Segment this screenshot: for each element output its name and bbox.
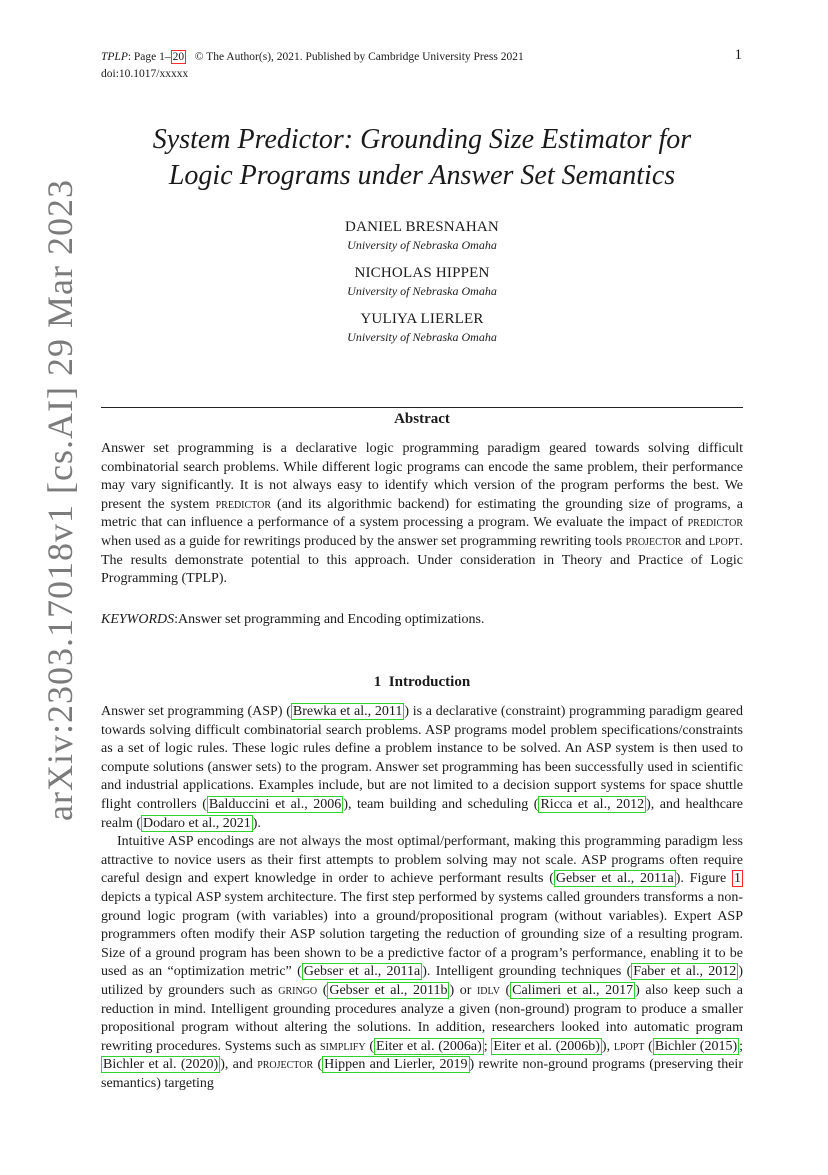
- citation-link[interactable]: Calimeri et al., 2017: [512, 982, 634, 998]
- section-heading: [101, 672, 743, 692]
- author: [101, 264, 743, 299]
- abstract-part: when used as a guide for rewritings produced by the answer set programming rewriting tools: [101, 533, 626, 549]
- text-run: ) also keep such a reduction in mind. Intelligent grounding procedures analyze a given (non-ground) program to produce a smaller propositional program without altering the solutions. In addition, researchers looked into automatic program rewriting procedures. Systems such as: [101, 982, 743, 1054]
- text-run: ), and: [220, 1057, 258, 1073]
- title-line-1: System Predictor: Grounding Size Estimator for: [152, 124, 692, 155]
- header-line: [101, 49, 524, 66]
- running-header: [101, 49, 524, 83]
- figure-reference-link[interactable]: 1: [734, 871, 741, 887]
- last-page-link[interactable]: 20: [172, 51, 185, 63]
- arxiv-side-identifier: [30, 179, 90, 821]
- paragraph: [101, 833, 743, 1093]
- citation-link[interactable]: Balduccini et al., 2006: [208, 796, 342, 812]
- section-number: 1: [373, 674, 382, 690]
- author-name: DANIEL BRESNAHAN: [345, 219, 499, 235]
- doi: doi:10.1017/xxxxx: [101, 68, 189, 80]
- arxiv-id-text: arXiv:2303.17018v1 [cs.AI] 29 Mar 2023: [40, 179, 80, 821]
- text-run: ),: [601, 1038, 614, 1054]
- citation-link[interactable]: Faber et al., 2012: [633, 964, 737, 980]
- system-name: projector: [257, 1057, 314, 1073]
- citation-link[interactable]: Gebser et al., 2011a: [303, 964, 421, 980]
- citation-link[interactable]: Gebser et al., 2011b: [329, 982, 448, 998]
- abstract-part: (and its algorithmic backend) for estimating the grounding size of programs, a metric that can influence a performance of a system processing a program. We evaluate the impact of: [101, 496, 743, 531]
- system-name: predictor: [215, 496, 271, 512]
- author-name: NICHOLAS HIPPEN: [354, 265, 490, 281]
- system-name: idlv: [476, 982, 500, 998]
- citation-link[interactable]: Eiter et al. (2006a): [376, 1038, 482, 1054]
- citation-link[interactable]: Eiter et al. (2006b): [493, 1038, 600, 1054]
- text-run: depicts a typical ASP system architecture. The first step performed by systems called grounders transforms a non-ground logic program (with variables) into a ground/propositional program (without variables). Expert ASP programmers often modify their ASP solution targeting the reduction of grounding size of a resulting program. Size of a ground program has been shown to be a predictive factor of a program’s performance, enabling it to be used as an “optimization metric” (: [101, 889, 743, 980]
- text-run: ).: [252, 815, 261, 831]
- system-name: lpopt: [613, 1038, 645, 1054]
- author: [101, 218, 743, 253]
- keywords: [101, 611, 743, 629]
- abstract-part: and: [681, 533, 709, 549]
- text-run: (: [499, 982, 511, 998]
- citation-link[interactable]: Bichler (2015): [654, 1038, 738, 1054]
- section-title: Introduction: [388, 674, 471, 690]
- text-run: ). Intelligent grounding techniques (: [422, 964, 632, 980]
- paragraph: [101, 703, 743, 833]
- author-affiliation: University of Nebraska Omaha: [347, 330, 497, 344]
- text-run: (: [365, 1038, 375, 1054]
- text-run: ) utilized by grounders such as: [101, 964, 743, 998]
- text-run: Intuitive ASP encodings are not always the most optimal/performant, making this programming paradigm less attractive to novice users as their first attempts to problem solving may not scale. ASP programs often require careful design and expert knowledge in order to achieve performant results (: [101, 834, 743, 887]
- text-run: (: [317, 982, 328, 998]
- author-name: YULIYA LIERLER: [360, 311, 484, 327]
- keywords-label: KEYWORDS: [101, 612, 175, 627]
- citation-link[interactable]: Dodaro et al., 2021: [143, 815, 251, 831]
- text-run: (: [313, 1057, 323, 1073]
- author: [101, 310, 743, 345]
- system-name: lpopt: [708, 533, 740, 549]
- abstract-divider: [101, 407, 743, 408]
- paper-title: [101, 122, 743, 194]
- copyright-notice: © The Author(s), 2021. Published by Cambridge University Press 2021: [194, 51, 524, 63]
- page-number: 1: [734, 47, 742, 63]
- journal-name: TPLP: [101, 51, 128, 63]
- citation-link[interactable]: Bichler et al. (2020): [103, 1057, 219, 1073]
- abstract-part: . The results demonstrate potential to this approach. Under consideration in Theory and Practice of Logic Programming (TPLP).: [101, 533, 743, 587]
- author-affiliation: University of Nebraska Omaha: [347, 238, 497, 252]
- citation-link[interactable]: Brewka et al., 2011: [292, 704, 403, 719]
- text-run: Answer set programming (ASP) (: [101, 704, 291, 719]
- text-run: ) rewrite non-ground programs (preserving their semantics) targeting: [101, 1057, 743, 1091]
- system-name: predictor: [687, 515, 743, 531]
- abstract-heading: Abstract: [394, 411, 450, 427]
- text-run: ) or: [449, 982, 477, 998]
- page-range-prefix: : Page 1–: [127, 51, 171, 63]
- text-run: ), team building and scheduling (: [343, 796, 539, 812]
- author-list: [101, 218, 743, 356]
- abstract-text: [101, 440, 743, 589]
- text-run: ). Figure: [675, 871, 732, 887]
- text-run: ;: [483, 1038, 492, 1054]
- citation-link[interactable]: Gebser et al., 2011a: [555, 871, 674, 887]
- citation-link[interactable]: Hippen and Lierler, 2019: [324, 1057, 468, 1073]
- text-run: ;: [739, 1038, 744, 1054]
- citation-link[interactable]: Ricca et al., 2012: [540, 796, 645, 812]
- system-name: projector: [625, 533, 682, 549]
- system-name: gringo: [278, 982, 318, 998]
- keywords-text: :Answer set programming and Encoding optimizations.: [174, 612, 485, 627]
- text-run: ), and healthcare realm (: [101, 796, 744, 831]
- title-line-2: Logic Programs under Answer Set Semantics: [168, 160, 676, 191]
- section-body: [101, 703, 743, 1093]
- text-run: ) is a declarative (constraint) programming paradigm geared towards solving difficult combinatorial search problems. ASP programs model problem specifications/constraints as a set of logic rules. These logic rules define a problem instance to be solved. An ASP system is then used to compute solutions (answer sets) to the program. Answer set programming has been successfully used in scientific and industrial applications. Examples include, but are not limited to a decision support systems for space shuttle flight controllers (: [101, 704, 743, 812]
- system-name: simplify: [320, 1038, 366, 1054]
- abstract-part: Answer set programming is a declarative logic programming paradigm geared towards solving difficult combinatorial search problems. While different logic programs can encode the same problem, their performance may vary significantly. It is not always easy to identify which version of the program performs the best. We present the system: [101, 441, 743, 512]
- text-run: (: [644, 1038, 653, 1054]
- author-affiliation: University of Nebraska Omaha: [347, 284, 497, 298]
